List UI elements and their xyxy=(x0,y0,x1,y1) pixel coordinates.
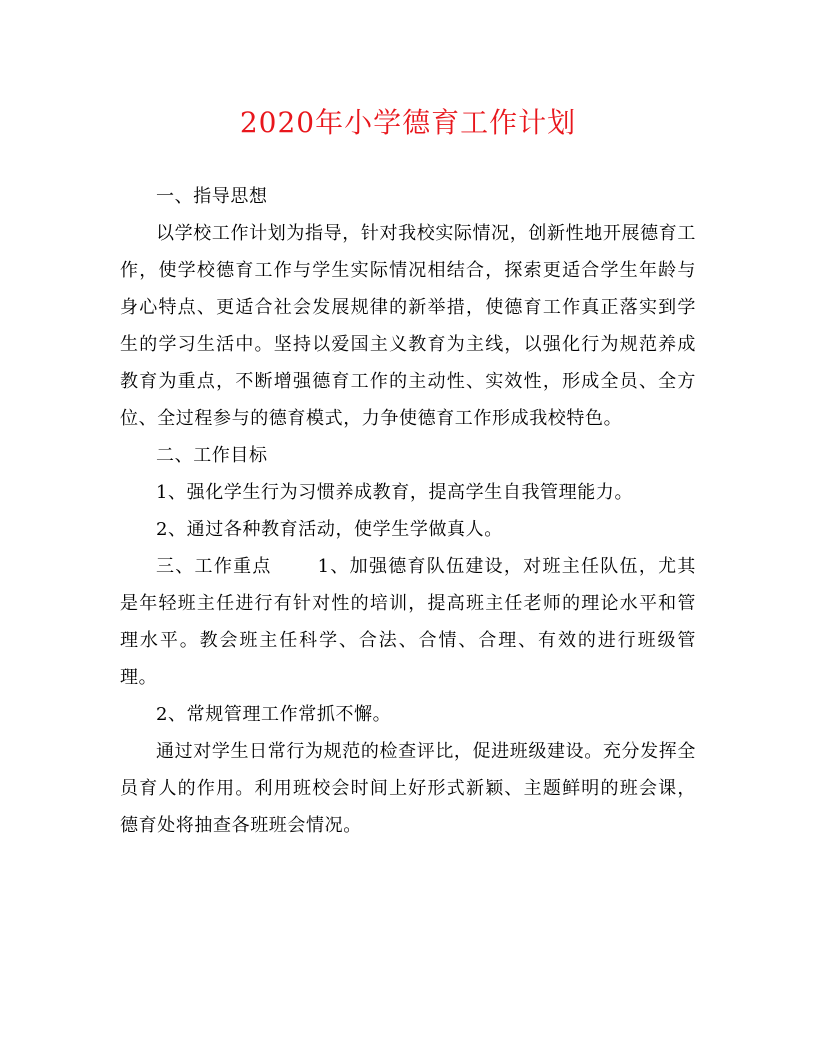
work-focus-item-1: 1、加强德育队伍建设，对班主任队伍，尤其是年轻班主任进行有针对性的培训，提高班主任老师的理论水平和管理水平。教会班主任科学、合法、合情、合理、有效的进行班级管理。 xyxy=(120,556,696,688)
work-goal-item-1: 1、强化学生行为习惯养成教育，提高学生自我管理能力。 xyxy=(156,482,634,503)
section-heading-work-focus: 三、工作重点 xyxy=(156,556,272,577)
work-goal-item-2: 2、通过各种教育活动，使学生学做真人。 xyxy=(156,519,503,540)
document-title: 2020年小学德育工作计划 xyxy=(239,106,577,139)
work-focus-item-2: 2、常规管理工作常抓不懈。 xyxy=(156,704,392,725)
work-focus-paragraph xyxy=(120,548,696,696)
document-body xyxy=(120,178,696,844)
paragraph-routine-management: 通过对学生日常行为规范的检查评比，促进班级建设。充分发挥全员育人的作用。利用班校会时间上好形式新颖、主题鲜明的班会课，德育处将抽查各班班会情况。 xyxy=(120,741,696,836)
section-heading-guiding-ideology: 一、指导思想 xyxy=(156,186,268,207)
section-heading-work-goals: 二、工作目标 xyxy=(156,445,268,466)
paragraph-guiding-ideology: 以学校工作计划为指导，针对我校实际情况，创新性地开展德育工作，使学校德育工作与学生实际情况相结合，探索更适合学生年龄与身心特点、更适合社会发展规律的新举措，使德育工作真正落实到学生的学习生活中。坚持以爱国主义教育为主线，以强化行为规范养成教育为重点，不断增强德育工作的主动性、实效性，形成全员、全方位、全过程参与的德育模式，力争使德育工作形成我校特色。 xyxy=(120,223,696,429)
